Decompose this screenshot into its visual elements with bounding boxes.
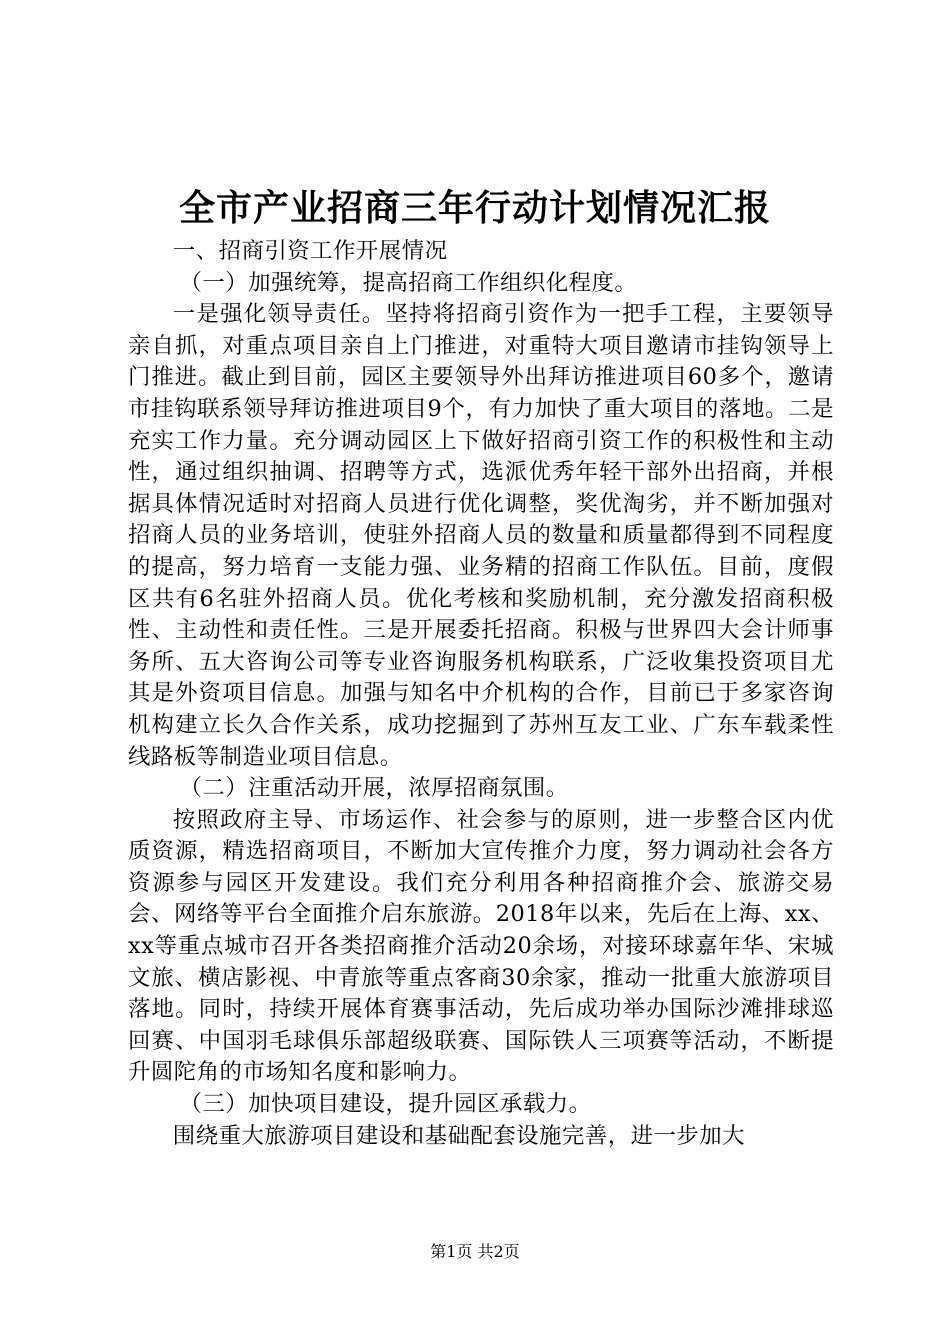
- body-paragraph: 按照政府主导、市场运作、社会参与的原则，进一步整合区内优质资源，精选招商项目，不断加大宣传推介力度，努力调动社会各方资源参与园区开发建设。我们充分利用各种招商推介会、旅游交易会、网络等平台全面推介启东旅游。2018年以来，先后在上海、xx、xx等重点城市召开各类招商推介活动20余场，对接环球嘉年华、宋城文旅、横店影视、中青旅等重点客商30余家，推动一批重大旅游项目落地。同时，持续开展体育赛事活动，先后成功举办国际沙滩排球巡回赛、中国羽毛球俱乐部超级联赛、国际铁人三项赛等活动，不断提升圆陀角的市场知名度和影响力。: [128, 806, 834, 1086]
- document-title: 全市产业招商三年行动计划情况汇报: [178, 187, 771, 229]
- document-body: [128, 236, 834, 1152]
- subsection-heading: （一）加强统筹，提高招商工作组织化程度。: [179, 269, 638, 296]
- body-paragraph: 围绕重大旅游项目建设和基础配套设施完善，进一步加大: [172, 1122, 746, 1149]
- page-footer: 第1页 共2页: [430, 1242, 520, 1261]
- subsection-heading: （二）注重活动开展，浓厚招商氛围。: [179, 775, 569, 802]
- section-heading: 一、招商引资工作开展情况: [172, 238, 448, 264]
- subsection-heading: （三）加快项目建设，提升园区承载力。: [179, 1091, 592, 1118]
- body-paragraph: 一是强化领导责任。坚持将招商引资作为一把手工程，主要领导亲自抓，对重点项目亲自上门推进，对重特大项目邀请市挂钩领导上门推进。截止到目前，园区主要领导外出拜访推进项目60多个，邀请市挂钩联系领导拜访推进项目9个，有力加快了重大项目的落地。二是充实工作力量。充分调动园区上下做好招商引资工作的积极性和主动性，通过组织抽调、招聘等方式，选派优秀年轻干部外出招商，并根据具体情况适时对招商人员进行优化调整，奖优淘劣，并不断加强对招商人员的业务培训，使驻外招商人员的数量和质量都得到不同程度的提高，努力培育一支能力强、业务精的招商工作队伍。目前，度假区共有6名驻外招商人员。优化考核和奖励机制，充分激发招商积极性、主动性和责任性。三是开展委托招商。积极与世界四大会计师事务所、五大咨询公司等专业咨询服务机构联系，广泛收集投资项目尤其是外资项目信息。加强与知名中介机构的合作，目前已于多家咨询机构建立长久合作关系，成功挖掘到了苏州互友工业、广东车载柔性线路板等制造业项目信息。: [128, 301, 834, 770]
